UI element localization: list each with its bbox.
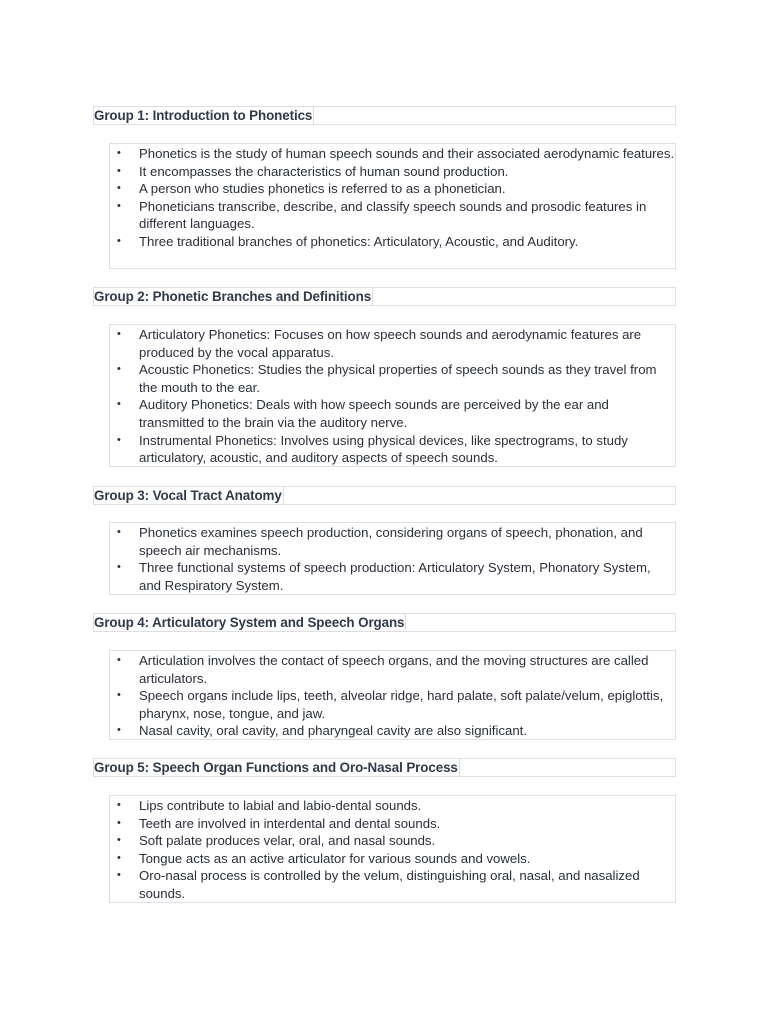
bullet-icon: • (117, 147, 121, 159)
list-item: • Acoustic Phonetics: Studies the physical properties of speech sounds as they travel from the mouth to the ear. (117, 362, 657, 395)
bullet-icon: • (117, 363, 121, 376)
list-item: • Articulation involves the contact of speech organs, and the moving structures are called articulators. (117, 653, 649, 686)
bullet-icon: • (117, 851, 121, 864)
bullet-icon: • (117, 199, 121, 212)
bullet-list (110, 325, 675, 467)
list-item: • Phonetics examines speech production, considering organs of speech, phonation, and speech air mechanisms. (117, 525, 643, 558)
list-item: • Nasal cavity, oral cavity, and pharyngeal cavity are also significant. (117, 723, 527, 739)
group-heading-box (93, 486, 676, 505)
group-heading-box (93, 758, 676, 777)
group-list-box (109, 324, 676, 467)
list-item: • Tongue acts as an active articulator for various sounds and vowels. (117, 850, 531, 866)
bullet-icon: • (117, 526, 121, 538)
bullet-list (110, 796, 675, 903)
list-item: • It encompasses the characteristics of human sound production. (117, 163, 509, 179)
list-item: • Oro-nasal process is controlled by the velum, distinguishing oral, nasal, and nasalized sounds. (117, 868, 640, 901)
bullet-icon: • (117, 164, 121, 177)
group-list-box (109, 650, 676, 740)
group-heading: Group 4: Articulatory System and Speech Organs (94, 615, 405, 630)
group-list-box (109, 522, 676, 595)
group-heading-box (93, 106, 676, 125)
bullet-icon: • (117, 182, 121, 195)
bullet-icon: • (117, 328, 121, 340)
bullet-icon: • (117, 724, 121, 737)
bullet-list (110, 523, 675, 594)
group-heading-box (93, 613, 676, 632)
list-item: • Teeth are involved in interdental and dental sounds. (117, 815, 441, 831)
list-item: • Soft palate produces velar, oral, and nasal sounds. (117, 833, 436, 849)
list-item: • Speech organs include lips, teeth, alveolar ridge, hard palate, soft palate/velum, epiglottis, pharynx, nose, tongue, and jaw. (117, 688, 664, 721)
group-heading-box (93, 287, 676, 306)
bullet-icon: • (117, 561, 121, 574)
bullet-icon: • (117, 398, 121, 411)
list-item: • Phoneticians transcribe, describe, and classify speech sounds and prosodic features in different languages. (117, 198, 647, 232)
group-heading: Group 5: Speech Organ Functions and Oro-Nasal Process (94, 760, 458, 775)
bullet-icon: • (117, 689, 121, 702)
group-list-box (109, 795, 676, 903)
bullet-icon: • (117, 834, 121, 847)
list-item: • Lips contribute to labial and labio-dental sounds. (117, 798, 422, 813)
list-item: • Three functional systems of speech production: Articulatory System, Phonatory System, and Respiratory System. (117, 560, 651, 593)
list-item: • A person who studies phonetics is referred to as a phonetician. (117, 181, 506, 197)
group-heading: Group 3: Vocal Tract Anatomy (94, 488, 282, 503)
bullet-icon: • (117, 654, 121, 666)
bullet-icon: • (117, 869, 121, 882)
list-item: • Articulatory Phonetics: Focuses on how speech sounds and aerodynamic features are produced by the vocal apparatus. (117, 327, 642, 360)
group-heading: Group 2: Phonetic Branches and Definitions (94, 289, 372, 304)
bullet-icon: • (117, 433, 121, 446)
list-item: • Three traditional branches of phonetics: Articulatory, Acoustic, and Auditory. (117, 233, 579, 249)
bullet-icon: • (117, 234, 121, 247)
group-list-box (109, 143, 676, 269)
list-item: • Auditory Phonetics: Deals with how speech sounds are perceived by the ear and transmitted to the brain via the auditory nerve. (117, 397, 609, 430)
list-item: • Phonetics is the study of human speech sounds and their associated aerodynamic features. (117, 146, 675, 161)
bullet-list (110, 144, 675, 251)
bullet-icon: • (117, 799, 121, 811)
list-item: • Instrumental Phonetics: Involves using physical devices, like spectrograms, to study articulatory, acoustic, and auditory aspects of speech sounds. (117, 432, 628, 466)
bullet-icon: • (117, 816, 121, 829)
bullet-list (110, 651, 675, 740)
group-heading: Group 1: Introduction to Phonetics (94, 108, 313, 123)
